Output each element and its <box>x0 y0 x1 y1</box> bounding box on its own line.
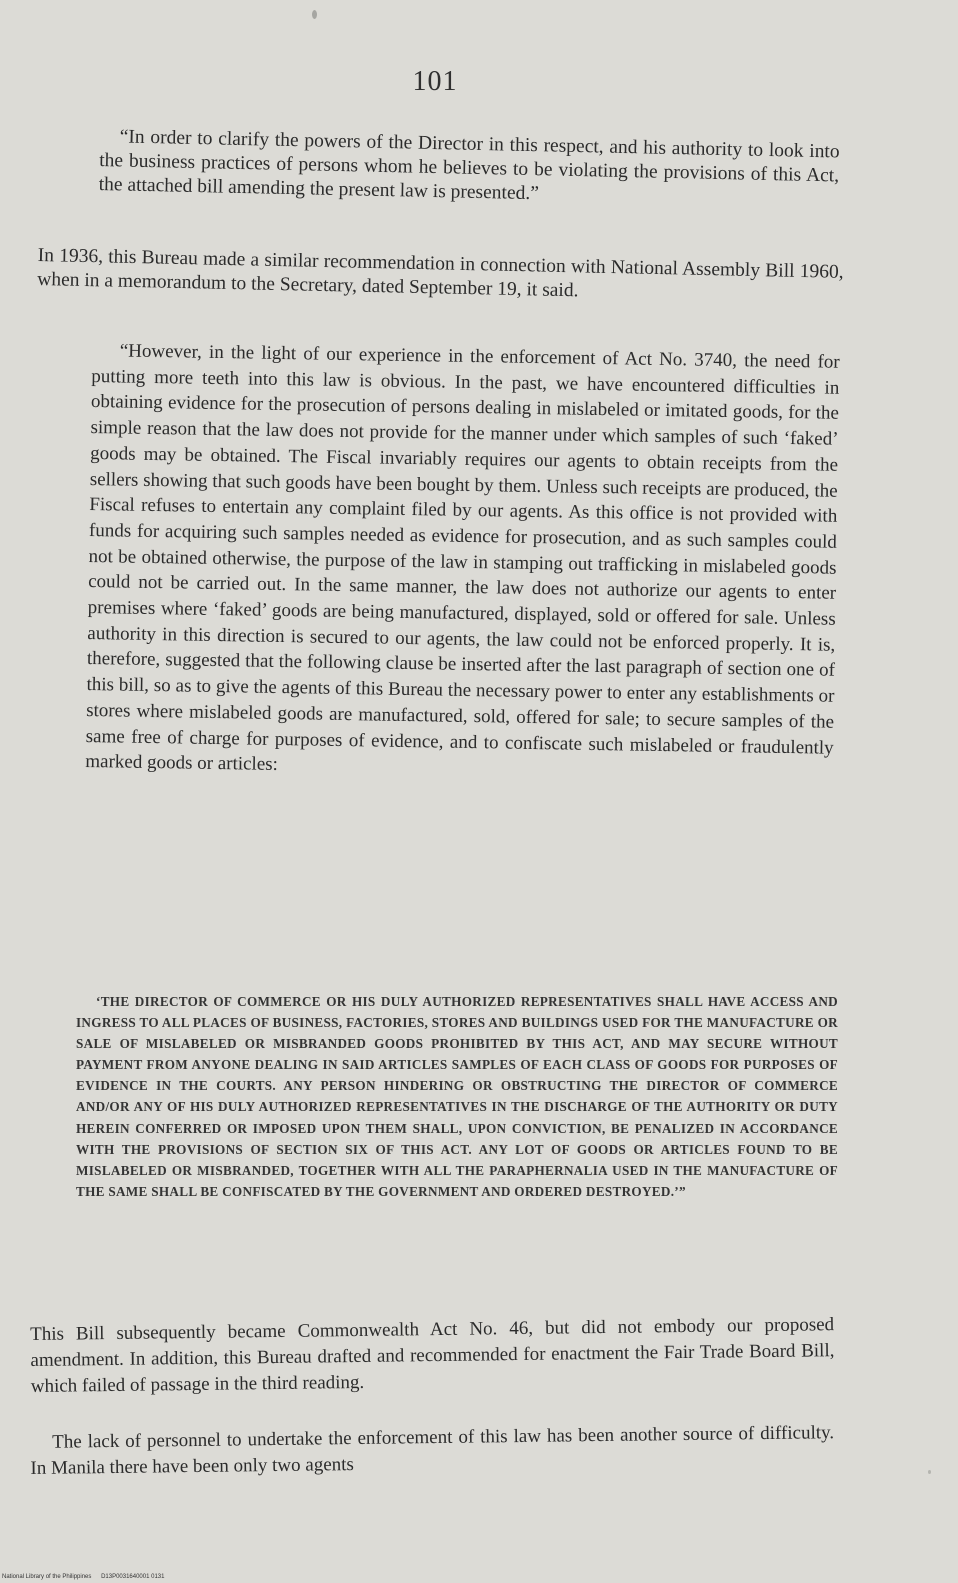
quote-2-text: “However, in the light of our experience in the enforcement of Act No. 3740, the need for putting more teeth into this law is obvious. In the past, we have encountered difficulties in obtaining evidence for the prosecution of persons dealing in mislabeled or imitated goods, for the simple reason that the law does not provide for the manner under which samples of such ‘faked’ goods may be obtained. The Fiscal invariably requires our agents to obtain receipts from the sellers showing that such goods have been bought by them. Unless such receipts are produced, the Fiscal refuses to entertain any complaint filed by our agents. As this office is not provided with funds for acquiring such samples needed as evidence for prosecution, and as such samples could not be obtained otherwise, the purpose of the law in stamping out trafficking in mislabeled goods could not be carried out. In the same manner, the law does not authorize our agents to enter premises where ‘faked’ goods are being manufactured, displayed, sold or offered for sale. Unless authority in this direction is secured to our agents, the law could not be enforced properly. It is, therefore, suggested that the following clause be inserted after the last paragraph of section one of this bill, so as to give the agents of this Bureau the necessary power to enter any establishments or stores where mislabeled goods are manufactured, sold, offered for sale; to secure samples of the same free of charge for purposes of evidence, and to confiscate such mislabeled or fraudulently marked goods or articles: <box>85 340 840 776</box>
scan-footer <box>2 1574 164 1580</box>
footer-identifier: D13P0031640001 0131 <box>101 1574 165 1580</box>
quoted-recommendation <box>98 125 839 212</box>
paragraph-commonwealth-act <box>30 1312 835 1400</box>
paragraph-3-text: The lack of personnel to undertake the enforcement of this law has been another source of difficulty. In Manila there have been only two agents <box>30 1422 835 1479</box>
paragraph-2-text: This Bill subsequently became Commonwealth Act No. 46, but did not embody our proposed amendment. In addition, this Bureau drafted and recommended for enactment the Fair Trade Board Bill, which failed of passage in the third reading. <box>30 1314 835 1397</box>
edge-speck <box>928 1470 931 1474</box>
ink-smudge <box>312 10 317 19</box>
page-number: 101 <box>412 66 458 97</box>
paragraph-1-text: In 1936, this Bureau made a similar recommendation in connection with National Assembly Bill 1960, when in a memorandum to the Secretary, dated September 19, it said. <box>37 244 844 302</box>
quote-1-text: “In order to clarify the powers of the Director in this respect, and his authority to look into the business practices of persons whom he believes to be violating the provisions of this Act, the attached bill amending the present law is presented.” <box>98 126 840 205</box>
paragraph-lack-of-personnel <box>30 1420 835 1482</box>
proposed-clause <box>76 991 838 1202</box>
quoted-memorandum <box>85 338 840 787</box>
paragraph-1936-recommendation <box>37 244 844 309</box>
proposed-clause-text: ‘THE DIRECTOR OF COMMERCE OR HIS DULY AUTHORIZED REPRESENTATIVES SHALL HAVE ACCESS AND INGRESS TO ALL PLACES OF BUSINESS, FACTORIES, STORES AND BUILDINGS USED FOR THE MANUFACTURE OR SALE OF MISLABELED OR MISBRANDED GOODS PROHIBITED BY THIS ACT, AND MAY SECURE WITHOUT PAYMENT FROM ANYONE DEALING IN SAID ARTICLES SAMPLES OF EACH CLASS OF GOODS FOR PURPOSES OF EVIDENCE IN THE COURTS. ANY PERSON HINDERING OR OBSTRUCTING THE DIRECTOR OF COMMERCE AND/OR ANY OF HIS DULY AUTHORIZED REPRESENTATIVES IN THE DISCHARGE OF THE AUTHORITY OR DUTY HEREIN CONFERRED OR IMPOSED UPON THEM SHALL, UPON CONVICTION, BE PENALIZED IN ACCORDANCE WITH THE PROVISIONS OF SECTION SIX OF THIS ACT. ANY LOT OF GOODS OR ARTICLES FOUND TO BE MISLABELED OR MISBRANDED, TOGETHER WITH ALL THE PARAPHERNALIA USED IN THE MANUFACTURE OF THE SAME SHALL BE CONFISCATED BY THE GOVERNMENT AND ORDERED DESTROYED.’” <box>76 994 838 1199</box>
footer-library: National Library of the Philippines <box>2 1574 92 1580</box>
